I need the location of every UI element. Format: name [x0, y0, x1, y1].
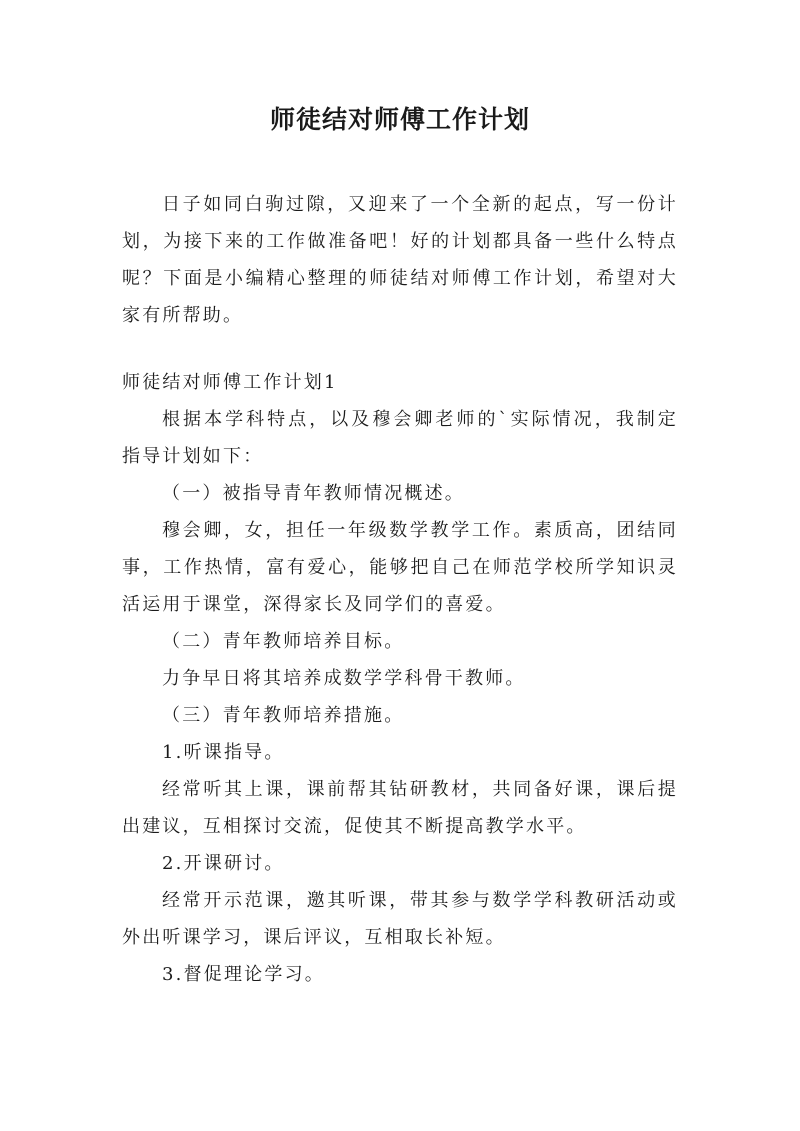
subheading-overview: （一）被指导青年教师情况概述。 [162, 483, 465, 504]
numbered-item: 3.督促理论学习。 [162, 964, 325, 985]
document-body [122, 186, 678, 993]
subheading-goal: （二）青年教师培养目标。 [162, 631, 405, 652]
intro-paragraph: 日子如同白驹过隙，又迎来了一个全新的起点，写一份计划，为接下来的工作做准备吧！好的计划都具备一些什么特点呢？下面是小编精心整理的师徒结对师傅工作计划，希望对大家有所帮助。 [122, 194, 678, 326]
section-heading: 师徒结对师傅工作计划1 [122, 372, 338, 393]
body-paragraph: 经常听其上课，课前帮其钻研教材，共同备好课，课后提出建议，互相探讨交流，促使其不断提高教学水平。 [122, 779, 678, 837]
subheading-measures: （三）青年教师培养措施。 [162, 705, 405, 726]
body-paragraph: 经常开示范课，邀其听课，带其参与数学学科教研活动或外出听课学习，课后评议，互相取长补短。 [122, 890, 678, 948]
body-paragraph: 力争早日将其培养成数学学科骨干教师。 [162, 668, 526, 689]
numbered-item: 2.开课研讨。 [162, 853, 285, 874]
body-paragraph: 穆会卿，女，担任一年级数学教学工作。素质高，团结同事，工作热情，富有爱心，能够把自己在师范学校所学知识灵活运用于课堂，深得家长及同学们的喜爱。 [122, 520, 678, 615]
numbered-item: 1.听课指导。 [162, 742, 285, 763]
document-title: 师徒结对师傅工作计划 [269, 105, 530, 134]
body-paragraph: 根据本学科特点，以及穆会卿老师的`实际情况，我制定指导计划如下： [122, 409, 678, 467]
